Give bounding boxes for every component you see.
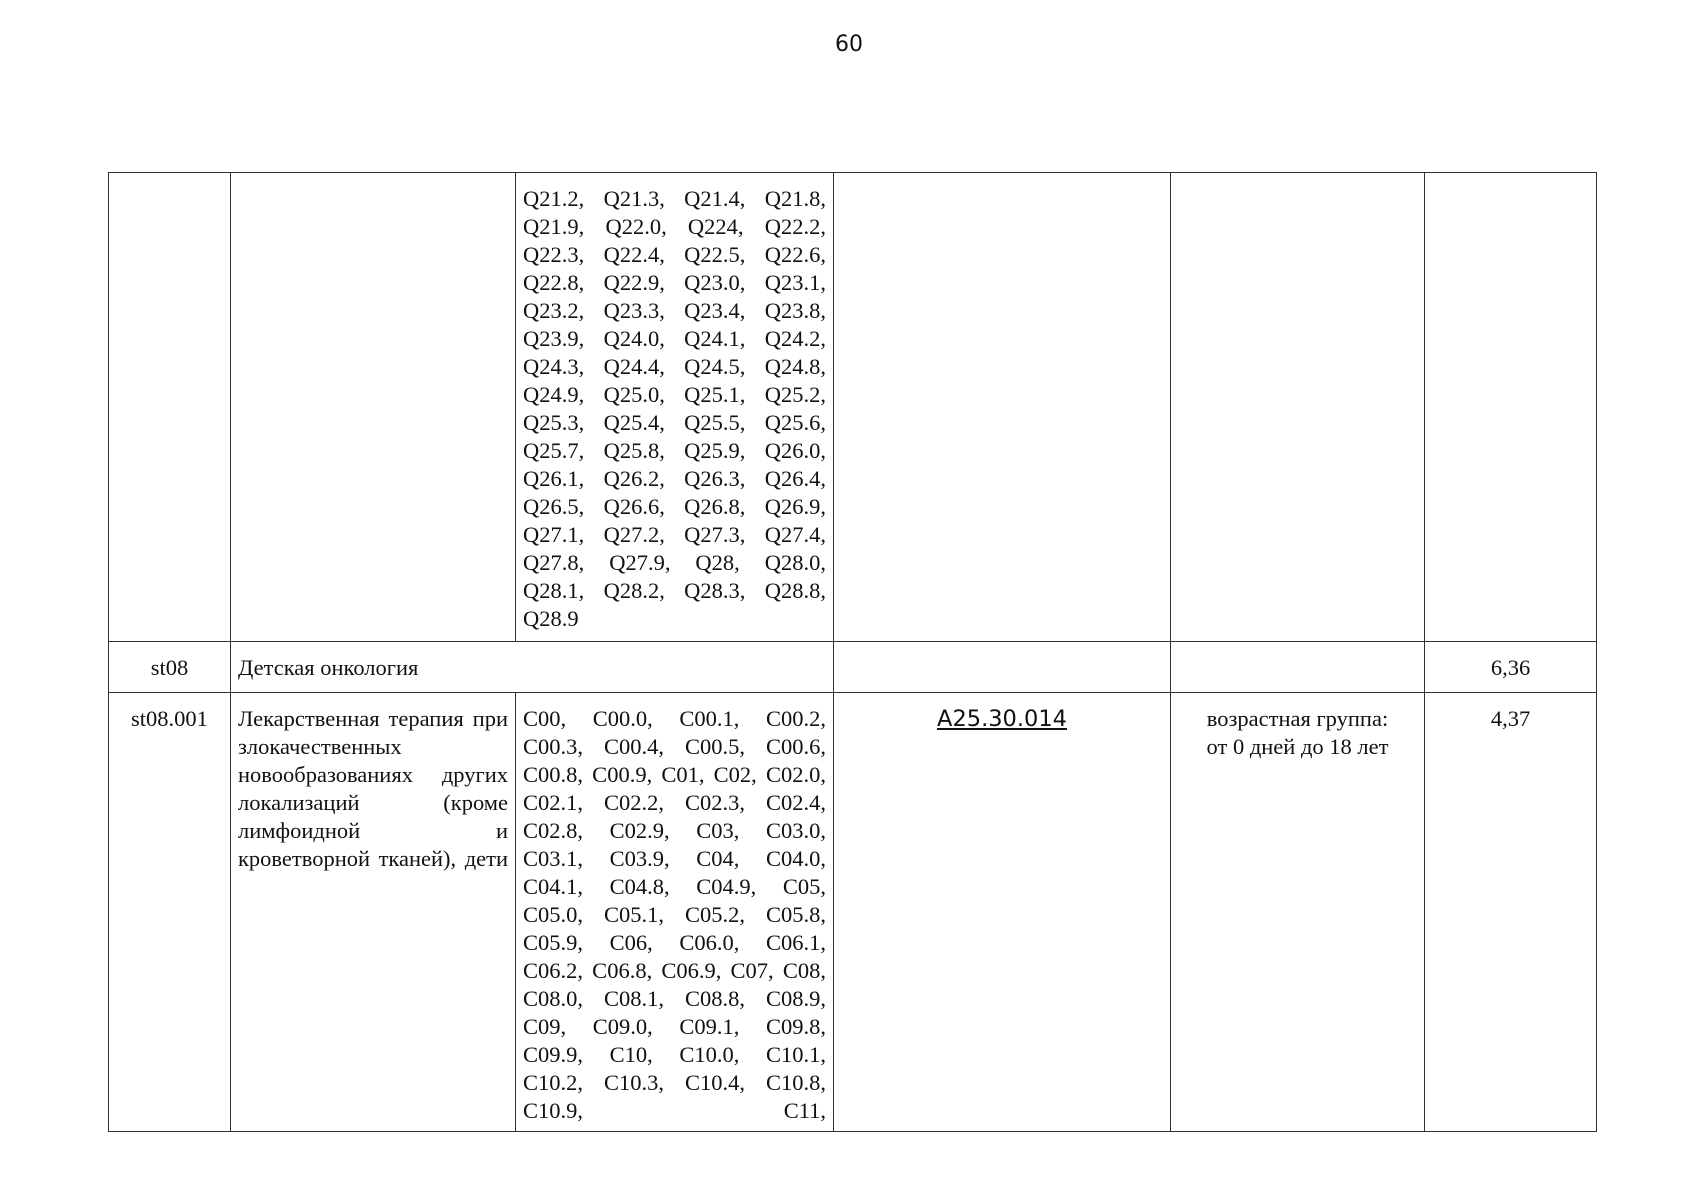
row-icd-codes: C00, C00.0, C00.1, C00.2, C00.3, C00.4, C00.5, C00.6, C00.8, C00.9, C01, C02, C02.0, C02.1, C02.2, C02.3, C02.4, C02.8, C02.9, C03, C03.0, C03.1, C03.9, C04, C04.0, C04.1, C04.8, C04.9, C05, C05.0, C05.1, C05.2, C05.8, C05.9, C06, C06.0, C06.1, C06.2, C06.8, C06.9, C07, C08, C08.0, C08.1, C08.8, C08.9, C09, C09.0, C09.1, C09.8, C09.9, C10, C10.0, C10.1, C10.2, C10.3, C10.4, C10.8, C10.9, C11, [516,693,834,1132]
cell-coefficient [1425,173,1597,642]
cell-procedure [834,173,1171,642]
procedure-link[interactable]: A25.30.014 [834,693,1171,1132]
table-row-section [109,642,1597,693]
cell-name [231,173,516,642]
condition-line-2: от 0 дней до 18 лет [1206,734,1389,759]
condition-line-1: возрастная группа: [1206,706,1389,731]
table-row-continuation [109,173,1597,642]
table-row-main [109,693,1597,1132]
section-condition [1171,642,1425,693]
section-title: Детская онкология [231,642,834,693]
page-number: 60 [835,32,863,57]
section-procedure [834,642,1171,693]
cell-condition [1171,173,1425,642]
row-code: st08.001 [109,693,231,1132]
row-name: Лекарственная терапия при злокачественных новообразованиях других локализаций (кроме лимфоидной и кроветворной тканей), дети [231,693,516,1132]
section-coefficient: 6,36 [1425,642,1597,693]
row-condition [1171,693,1425,1132]
section-code: st08 [109,642,231,693]
cell-icd-codes: Q21.2, Q21.3, Q21.4, Q21.8, Q21.9, Q22.0, Q224, Q22.2, Q22.3, Q22.4, Q22.5, Q22.6, Q22.8, Q22.9, Q23.0, Q23.1, Q23.2, Q23.3, Q23.4, Q23.8, Q23.9, Q24.0, Q24.1, Q24.2, Q24.3, Q24.4, Q24.5, Q24.8, Q24.9, Q25.0, Q25.1, Q25.2, Q25.3, Q25.4, Q25.5, Q25.6, Q25.7, Q25.8, Q25.9, Q26.0, Q26.1, Q26.2, Q26.3, Q26.4, Q26.5, Q26.6, Q26.8, Q26.9, Q27.1, Q27.2, Q27.3, Q27.4, Q27.8, Q27.9, Q28, Q28.0, Q28.1, Q28.2, Q28.3, Q28.8, Q28.9 [516,173,834,642]
cell-code [109,173,231,642]
row-coefficient: 4,37 [1425,693,1597,1132]
tariff-table [108,172,1597,1132]
